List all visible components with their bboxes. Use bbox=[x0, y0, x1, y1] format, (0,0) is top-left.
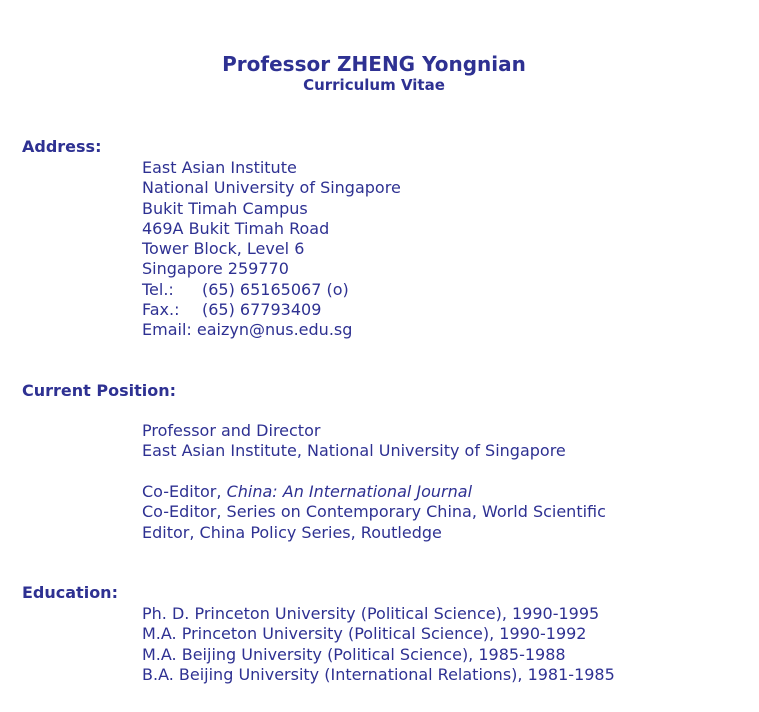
address-line: Singapore 259770 bbox=[142, 259, 289, 279]
fax-line bbox=[142, 300, 401, 320]
tel-value: (65) 65165067 (o) bbox=[202, 279, 349, 299]
fax-value: (65) 67793409 bbox=[202, 300, 322, 320]
editor-series-line: Editor, China Policy Series, Routledge bbox=[142, 522, 442, 542]
editorial-block bbox=[142, 482, 606, 543]
position-institution: East Asian Institute, National University of Singapore bbox=[142, 441, 566, 461]
position-title: Professor and Director bbox=[142, 421, 321, 440]
education-block bbox=[142, 604, 615, 685]
position-block bbox=[142, 421, 566, 462]
email-label: Email: bbox=[142, 320, 192, 340]
email-value: eaizyn@nus.edu.sg bbox=[196, 320, 353, 340]
coeditor-journal-line bbox=[142, 482, 606, 502]
title-block bbox=[0, 52, 748, 94]
address-line: Tower Block, Level 6 bbox=[142, 239, 305, 259]
address-line: East Asian Institute bbox=[142, 158, 297, 177]
current-position-heading: Current Position: bbox=[22, 381, 177, 400]
cv-name-title: Professor ZHENG Yongnian bbox=[222, 52, 526, 76]
education-item: B.A. Beijing University (International Relations), 1981-1985 bbox=[142, 664, 615, 684]
email-line bbox=[142, 320, 401, 340]
journal-title: China: An International Journal bbox=[226, 482, 473, 501]
cv-subtitle: Curriculum Vitae bbox=[303, 76, 445, 94]
address-line: 469A Bukit Timah Road bbox=[142, 218, 330, 238]
address-line: National University of Singapore bbox=[142, 178, 401, 198]
address-line: Bukit Timah Campus bbox=[142, 198, 308, 218]
tel-label: Tel.: bbox=[142, 279, 174, 299]
telephone-line bbox=[142, 280, 401, 300]
address-block bbox=[142, 158, 401, 341]
education-item: M.A. Princeton University (Political Science), 1990-1992 bbox=[142, 624, 587, 644]
education-item: Ph. D. Princeton University (Political Science), 1990-1995 bbox=[142, 604, 600, 623]
address-heading: Address: bbox=[22, 137, 102, 156]
education-heading: Education: bbox=[22, 583, 118, 602]
fax-label: Fax.: bbox=[142, 300, 180, 320]
coeditor-prefix: Co-Editor, bbox=[142, 482, 227, 501]
education-item: M.A. Beijing University (Political Science), 1985-1988 bbox=[142, 644, 566, 664]
coeditor-series-line: Co-Editor, Series on Contemporary China, World Scientific bbox=[142, 502, 606, 522]
